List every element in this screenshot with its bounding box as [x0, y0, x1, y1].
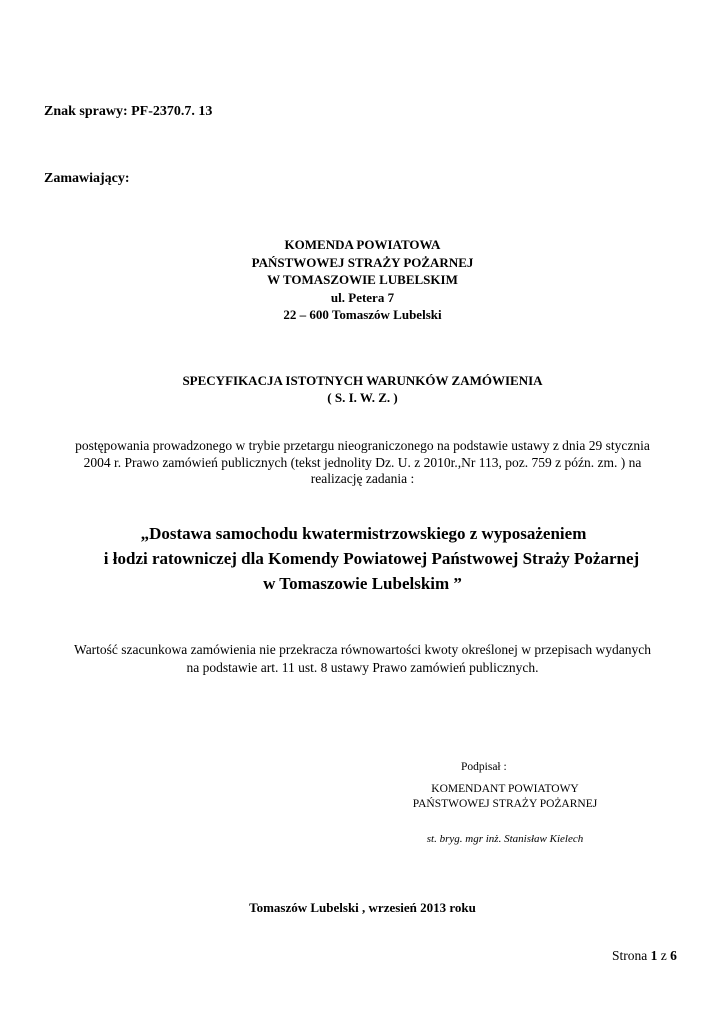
value-note [0, 641, 725, 677]
page-number [612, 948, 677, 964]
organization-block [0, 236, 725, 324]
page-total: 6 [670, 948, 677, 963]
contracting-authority-label: Zamawiający: [44, 171, 130, 186]
page-separator: z [657, 948, 671, 963]
siwz-title: SPECYFIKACJA ISTOTNYCH WARUNKÓW ZAMÓWIENIA [182, 373, 543, 388]
signatory-title [360, 782, 650, 812]
task-title-line-1: „Dostawa samochodu kwatermistrzowskiego z wyposażeniem [140, 524, 587, 543]
procedure-intro [0, 438, 725, 488]
org-name-line-3: W TOMASZOWIE LUBELSKIM [267, 272, 458, 287]
task-title [0, 521, 725, 596]
siwz-abbreviation: ( S. I. W. Z. ) [327, 390, 398, 405]
value-note-line-1: Wartość szacunkowa zamówienia nie przekracza równowartości kwoty określonej w przepisach wydanych [74, 642, 651, 657]
intro-line-2: 2004 r. Prawo zamówień publicznych (tekst jednolity Dz. U. z 2010r.,Nr 113, poz. 759 z późn. zm. ) na [83, 454, 642, 470]
org-street: ul. Petera 7 [330, 289, 395, 305]
page-current: 1 [650, 948, 658, 963]
page-prefix: Strona [612, 948, 651, 963]
value-note-line-2: na podstawie art. 11 ust. 8 ustawy Prawo zamówień publicznych. [186, 660, 539, 675]
signature-label: Podpisał : [461, 761, 507, 773]
intro-line-3: realizację zadania : [310, 471, 415, 486]
signatory-title-line-1: KOMENDANT POWIATOWY [431, 783, 579, 795]
signatory-name: st. bryg. mgr inż. Stanisław Kielech [426, 833, 584, 845]
siwz-heading [0, 372, 725, 406]
org-name-line-2: PAŃSTWOWEJ STRAŻY POŻARNEJ [251, 254, 474, 270]
intro-line-1: postępowania prowadzonego w trybie przetargu nieograniczonego na podstawie ustawy z dnia 29 stycznia [75, 438, 650, 453]
signatory-title-line-2: PAŃSTWOWEJ STRAŻY POŻARNEJ [412, 798, 598, 810]
place-and-date: Tomaszów Lubelski , wrzesień 2013 roku [249, 900, 476, 915]
org-name-line-1: KOMENDA POWIATOWA [284, 237, 441, 252]
case-reference: Znak sprawy: PF-2370.7. 13 [44, 104, 213, 119]
task-title-line-2: i łodzi ratowniczej dla Komendy Powiatowej Państwowej Straży Pożarnej [103, 549, 640, 568]
task-title-line-3: w Tomaszowie Lubelskim ” [263, 574, 462, 593]
org-postal-city: 22 – 600 Tomaszów Lubelski [283, 307, 442, 322]
